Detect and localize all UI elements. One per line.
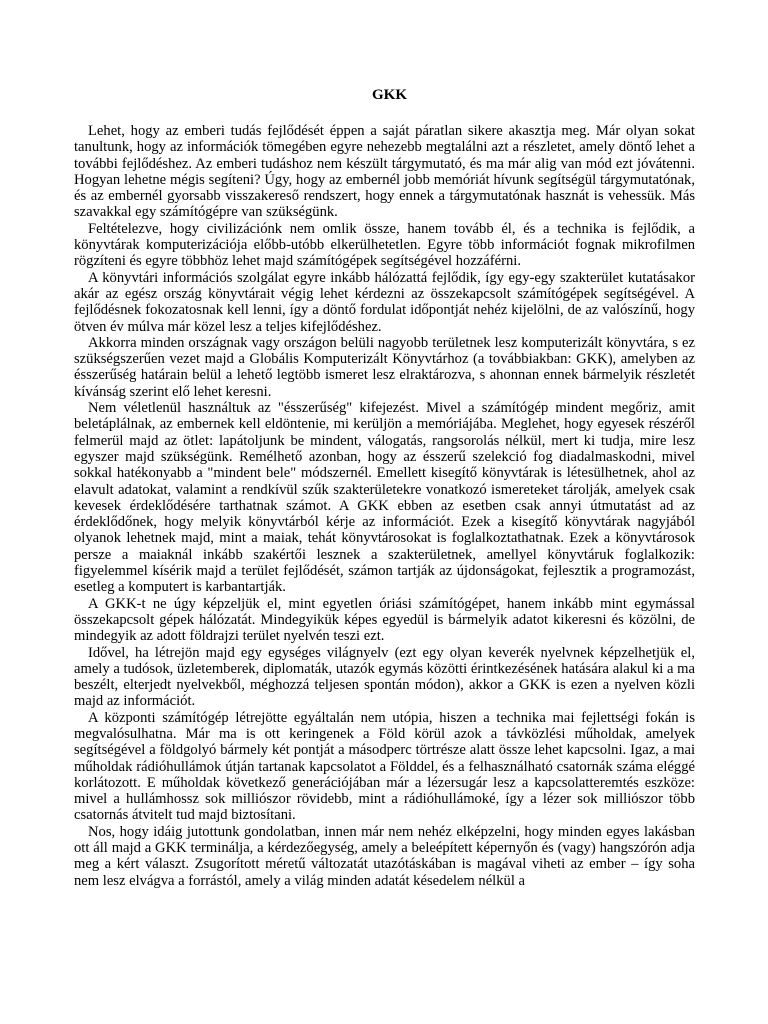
document-page (74, 86, 695, 889)
paragraph: Nem véletlenül használtuk az "ésszerűség" kifejezést. Mivel a számítógép mindent megőriz, amit beletáplálnak, az embernek kell eldöntenie, mi kerüljön a memóriájába. Meglehet, hogy egyesek részéről felmerül majd az ötlet: lapátoljunk be mindent, válogatás, rangsorolás nélkül, mert ki tudja, mire lesz egyszer majd szükségünk. Remélhető azonban, hogy az ésszerű szelekció fog diadalmaskodni, mivel sokkal hatékonyabb a "mindent bele" módszernél. Emellett kisegítő könyvtárak is létesülhetnek, ahol az elavult adatokat, valamint a rendkívül szűk szakterületekre vonatkozó ismereteket tárolják, amelyek csak kevesek érdeklődésére tarthatnak számot. A GKK ebben az esetben csak annyi útmutatást ad az érdeklődőnek, hogy melyik könyvtárból kérje az információt. Ezek a kisegítő könyvtárak nagyjából olyanok lehetnek majd, mint a maiak, tehát könyvtárosokat is foglalkoztathatnak. Ezek a könyvtárosok persze a maiaknál inkább szakértői lesznek a szakterületnek, amellyel könyvtáruk foglalkozik: figyelemmel kísérik majd a terület fejlődését, számon tartják az újdonságokat, fejlesztik a programozást, esetleg a komputert is karbantartják. (74, 400, 695, 596)
paragraph: A GKK-t ne úgy képzeljük el, mint egyetlen óriási számítógépet, hanem inkább mint egymással összekapcsolt gépek hálózatát. Mindegyikük képes egyedül is bármelyik adatot kikeresni és közölni, de mindegyik az adott földrajzi terület nyelvén teszi ezt. (74, 595, 695, 645)
paragraph: Akkorra minden országnak vagy országon belüli nagyobb területnek lesz komputerizált könyvtára, s ez szükségszerűen vezet majd a Globális Komputerizált Könyvtárhoz (a továbbiakban: GKK), amelyben az ésszerűség határain belül a lehető legtöbb ismeret lesz elraktározva, s ahonnan ennek bármelyik részletét kívánság szerint elő lehet keresni. (74, 334, 695, 400)
paragraph: Lehet, hogy az emberi tudás fejlődését éppen a saját páratlan sikere akasztja meg. Már olyan sokat tanultunk, hogy az információk tömegében egyre nehezebb megtalálni azt a részletet, amely döntő lehet a további fejlődéshez. Az emberi tudáshoz nem készült tárgymutató, és ma már alig van mód ezt jóvátenni. Hogyan lehetne mégis segíteni? Úgy, hogy az embernél jobb memóriát hívunk segítségül tárgymutatónak, és az embernél gyorsabb visszakereső rendszert, hogy ennek a tárgymutatónak hasznát is vehessük. Más szavakkal egy számítógépre van szükségünk. (74, 123, 695, 221)
paragraph: Feltételezve, hogy civilizációnk nem omlik össze, hanem tovább él, és a technika is fejlődik, a könyvtárak komputerizációja előbb-utóbb elkerülhetetlen. Egyre több információt fognak mikrofilmen rögzíteni és egyre többhöz lehet majd számítógépek segítségével hozzáférni. (74, 220, 695, 270)
paragraph: A könyvtári információs szolgálat egyre inkább hálózattá fejlődik, így egy-egy szakterület kutatásakor akár az egész ország könyvtárait végig lehet kérdezni az összekapcsolt számítógépek segítségével. A fejlődésnek fokozatosnak kell lenni, így a döntő fordulat időpontját nehéz kijelölni, de az valószínű, hogy ötven év múlva már közel lesz a teljes kifejlődéshez. (74, 269, 695, 335)
paragraph: Idővel, ha létrejön majd egy egységes világnyelv (ezt egy olyan keverék nyelvnek képzelhetjük el, amely a tudósok, üzletemberek, diplomaták, utazók egymás közötti érintkezésének hatására alakul ki a ma beszélt, elterjedt nyelvekből, méghozzá teljesen spontán módon), akkor a GKK is ezen a nyelven közli majd az információt. (74, 644, 695, 710)
paragraph: A központi számítógép létrejötte egyáltalán nem utópia, hiszen a technika mai fejlettségi fokán is megvalósulhatna. Már ma is ott keringenek a Föld körül azok a távközlési műholdak, amelyek segítségével a földgolyó bármely két pontját a másodperc törtrésze alatt össze lehet kapcsolni. Igaz, a mai műholdak rádióhullámok útján tartanak kapcsolatot a Földdel, és a felhasználható csatornák száma eléggé korlátozott. E műholdak következő generációjában már a lézersugár lesz a kapcsolatteremtés eszköze: mivel a hullámhossz sok milliószor rövidebb, mint a rádióhullámoké, így a lézer sok milliószor több csatornás átvitelt tud majd biztosítani. (74, 709, 695, 824)
document-title: GKK (371, 87, 407, 103)
paragraph: Nos, hogy idáig jutottunk gondolatban, innen már nem nehéz elképzelni, hogy minden egyes lakásban ott áll majd a GKK terminálja, a kérdezőegység, amely a beleépített képernyőn és (vagy) hangszórón adja meg a kért választ. Zsugorított méretű változatát utazótáskában is magával viheti az ember – így soha nem lesz elvágva a forrástól, amely a világ minden adatát késedelem nélkül a (74, 823, 695, 889)
